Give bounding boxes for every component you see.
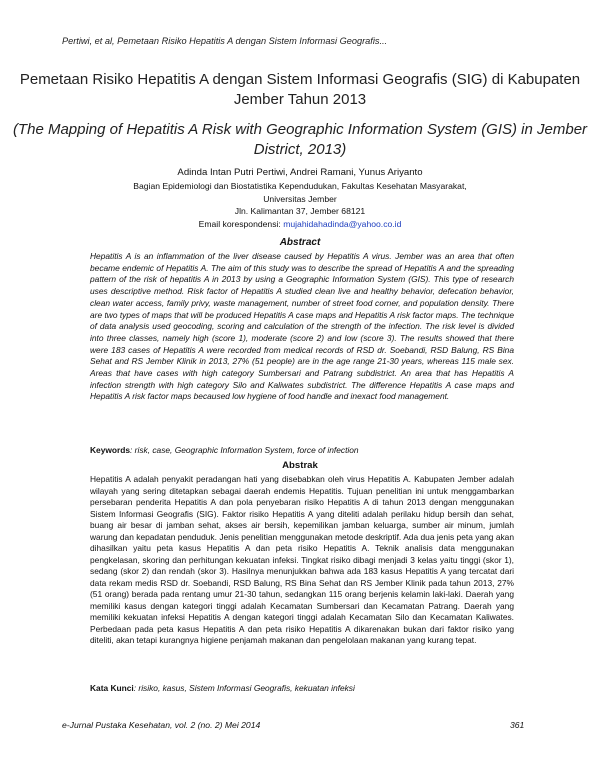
author-list: Adinda Intan Putri Pertiwi, Andrei Ramani, Yunus Ariyanto	[177, 167, 423, 178]
footer-journal: e-Jurnal Pustaka Kesehatan, vol. 2 (no. 2) Mei 2014	[62, 720, 261, 730]
affiliation-department: Bagian Epidemiologi dan Biostatistika Kependudukan, Fakultas Kesehatan Masyarakat,	[133, 181, 467, 191]
kata-kunci-label: Kata Kunci	[90, 683, 134, 693]
affiliation-address: Jln. Kalimantan 37, Jember 68121	[234, 206, 366, 216]
abstract-body: Hepatitis A is an inflammation of the liver disease caused by Hepatitis A virus. Jember was an area that often became endemic of Hepatitis A. The aim of this study was to describe the spread of Hepatitis A and the spreading pattern of the risk of hepatitis A in 2013 by using a Geographic Information System (GIS). This type of research uses descriptive method. Risk factor of Hepatitis A studied clean live and healthy behavior, defecation behavior, clean water access, family privy, waste management, number of street food corner, and population density. There are two types of maps that will be produced Hepatitis A case maps and Hepatitis A risk factor maps. The technique of data analysis used geocoding, scoring and calculation of the strength of the infection. The risk level is divided into three classes, namely high (score 1), moderate (score 2) and low (score 3). The results showed that there were 183 cases of Hepatitis A were recorded from medical records of RSD dr. Soebandi, RSD Balung, RS Bina Sehat and RS Jember Klinik in 2013, 27% (51 people) are in the age range 21-30 years, whereas 115 male sex. Areas that have cases with high category Sumbersari and Patrang subdistrict. An area that has Hepatitis A infection strength with high category Silo and Kaliwates subdistrict. The difference Hepatitis A case maps and Hepatitis A risk factor maps becaused low hygiene of food handle and inexact food management.	[90, 251, 514, 402]
affiliation-university: Universitas Jember	[263, 193, 337, 204]
keywords-list: : risk, case, Geographic Information System, force of infection	[130, 445, 359, 455]
keywords-label: Keywords	[90, 445, 131, 455]
running-head: Pertiwi, et al, Pemetaan Risiko Hepatitis A dengan Sistem Informasi Geografis...	[62, 36, 388, 46]
title-indonesian: Pemetaan Risiko Hepatitis A dengan Sistem Informasi Geografis (SIG) di Kabupaten Jember Tahun 2013	[19, 71, 581, 108]
kata-kunci-list: : risiko, kasus, Sistem Informasi Geografis, kekuatan infeksi	[133, 683, 355, 693]
abstract-heading: Abstract	[279, 237, 321, 248]
affiliation	[0, 180, 600, 230]
abstrak-body: Hepatitis A adalah penyakit peradangan hati yang disebabkan oleh virus Hepatitis A. Kabupaten Jember adalah wilayah yang sering ditetapkan sebagai daerah endemis Hepatitis. Tujuan penelitian ini untuk menggambarkan persebaran penderita Hepatitis A dan pola penyebaran risiko Hepatitis A di tahun 2013 dengan menggunakan Sistem Informasi Geografis (SIG). Faktor risiko Hepatitis A yang diteliti adalah perilaku hidup bersih dan sehat, buang air besar di jamban sehat, akses air bersih, kepemilikan jamban keluarga, sumber air minum, jumlah warung dan kepadatan penduduk. Jenis penelitian menggunakan metode deskriptif. Ada dua jenis peta yang akan dihasilkan yaitu peta kasus Hepatitis A dan peta risiko Hepatitis A. Teknik analisis data menggunakan pengkelasan, skoring dan perhitungan kekuatan infeksi. Tingkat risiko dibagi menjadi 3 kelas yaitu tinggi (skor 1), sedang (skor 2) dan rendah (skor 3). Hasilnya menunjukkan bahwa ada 183 kasus Hepatitis A yang tercatat dari data rekam medis RSD dr. Soebandi, RSD Balung, RS Bina Sehat dan RS Jember Klinik pada tahun 2013, 27% (51 orang) berada pada rentang umur 21-30 tahun, sedangkan 115 orang berjenis kelamin laki-laki. Daerah yang memiliki kasus dengan kategori tinggi adalah Kecamatan Sumbersari dan Kecamatan Patrang. Daerah yang memiliki kekuatan infeksi Hepatitis A dengan kategori tinggi adalah Kecamatan Silo dan Kecamatan Kaliwates. Perbedaan pada peta kasus Hepatitis A dan peta risiko Hepatitis A dikarenakan bukan dari faktor risiko yang diteliti, akan tetapi kurangnya higiene penjamah makanan dan pengelolaan makanan yang kurang tepat.	[90, 474, 514, 645]
email-link[interactable]: mujahidahadinda@yahoo.co.id	[283, 218, 402, 229]
correspondence-email-line	[0, 218, 600, 231]
page-number: 361	[510, 720, 525, 730]
kata-kunci	[90, 683, 520, 695]
abstrak-heading: Abstrak	[282, 460, 318, 471]
title-english: (The Mapping of Hepatitis A Risk with Geographic Information System (GIS) in Jember District, 2013)	[12, 121, 588, 158]
email-label: Email korespondensi:	[198, 218, 284, 229]
keywords	[90, 445, 520, 457]
